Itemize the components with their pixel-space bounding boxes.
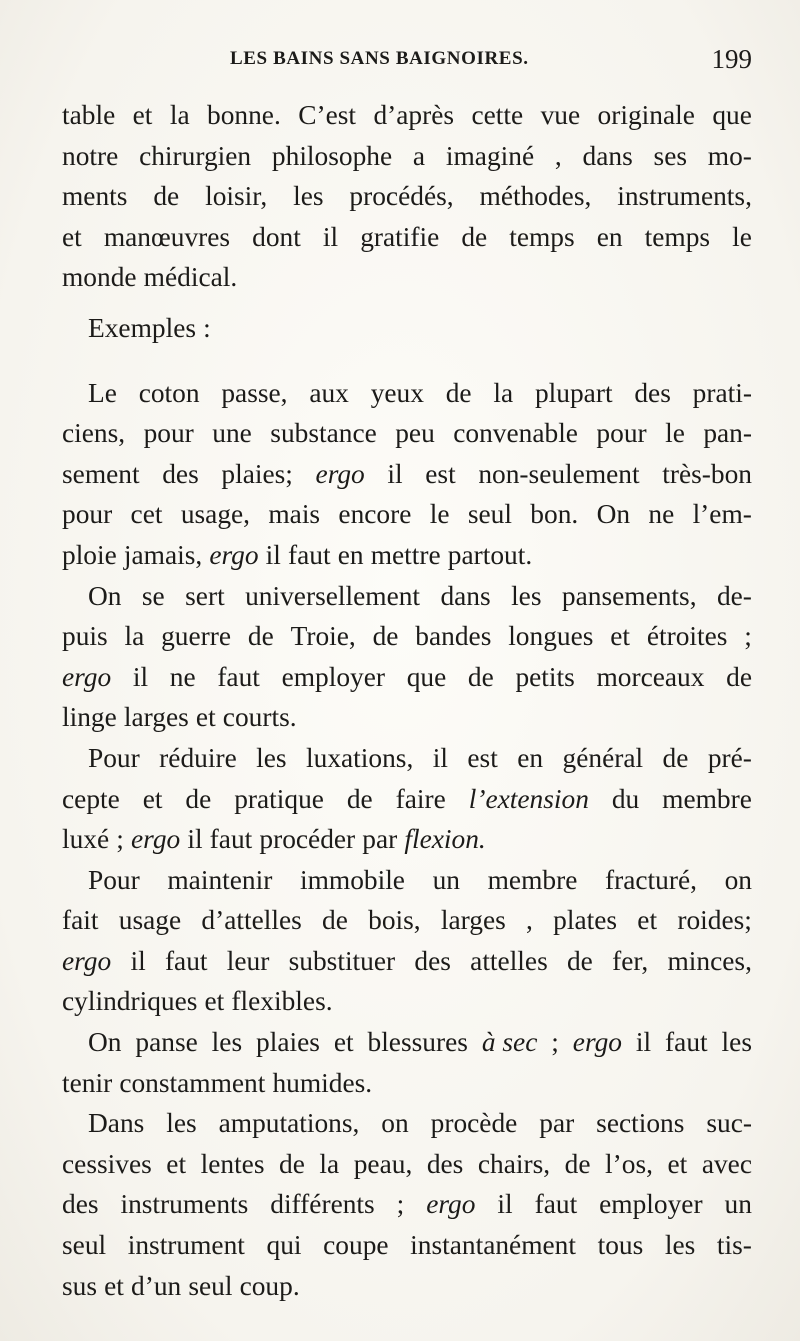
word: et (104, 1270, 124, 1301)
text-line (62, 981, 752, 1022)
word: il (497, 1189, 513, 1220)
word: leur (226, 945, 270, 976)
word: pan- (703, 418, 752, 449)
word: par (362, 824, 398, 855)
word: flexibles. (231, 986, 333, 1017)
word: on (381, 1108, 409, 1139)
word: sections (596, 1108, 685, 1139)
word: ergo (426, 1189, 476, 1220)
word: du (611, 783, 640, 814)
text-line (62, 697, 752, 738)
word: attelles (470, 945, 548, 976)
word: des (634, 377, 671, 408)
text-line (62, 1103, 752, 1144)
word: vue (540, 100, 581, 130)
word: les (166, 1108, 197, 1139)
word: pansements, (561, 580, 697, 611)
word: C’est (298, 100, 357, 130)
word: il (132, 661, 149, 692)
word: humides. (272, 1067, 373, 1098)
word: et (610, 621, 631, 652)
word: Troie, (290, 621, 356, 652)
word: en (337, 539, 364, 570)
word: de (185, 783, 212, 814)
word: les (211, 1027, 243, 1058)
word: il (322, 221, 339, 252)
word: chairs, (477, 1148, 551, 1179)
word: larges (440, 905, 506, 936)
word: pour (62, 499, 113, 530)
word: sert (185, 580, 225, 611)
word: Pour (88, 742, 140, 773)
word: les (293, 181, 324, 212)
word: maintenir (167, 864, 273, 895)
text-line (62, 616, 752, 657)
word: coup. (239, 1270, 300, 1301)
word: ; (116, 824, 124, 855)
word: de (726, 661, 752, 692)
word: ergo (62, 661, 112, 692)
word: procédés, (349, 181, 454, 212)
word: et (166, 1148, 187, 1179)
word: loisir, (205, 181, 268, 212)
word: faut (534, 1189, 578, 1220)
word: et (195, 702, 216, 733)
word: il (432, 742, 448, 773)
word: cet (130, 499, 163, 530)
text-line (62, 941, 752, 982)
word: pré- (707, 742, 752, 773)
word: , (526, 905, 533, 936)
text-line (62, 454, 752, 495)
word: de (153, 181, 180, 212)
word: gratifie (360, 221, 440, 252)
word: plates (553, 905, 618, 936)
word: On (88, 1027, 122, 1058)
word: par (539, 1108, 575, 1139)
word: de (279, 1148, 305, 1179)
running-title: LES BAINS SANS BAIGNOIRES. (230, 48, 529, 69)
word: courts. (222, 702, 297, 733)
word: universellement (245, 580, 421, 611)
word: coupe (323, 1230, 389, 1261)
word: cylindriques (62, 986, 198, 1017)
word: de (372, 621, 399, 652)
word: Exemples (88, 312, 197, 343)
word: membre (487, 864, 578, 895)
text-line (62, 1266, 752, 1307)
word: est (425, 458, 456, 489)
word: sus (62, 1270, 98, 1301)
word: On (596, 499, 631, 530)
word: de (247, 621, 274, 652)
word: et (637, 905, 658, 936)
text-line (62, 900, 752, 941)
word: imaginé (445, 140, 535, 171)
word: ments (62, 181, 128, 212)
word: instantanément (410, 1230, 576, 1261)
word: de (564, 1148, 591, 1179)
text-line (62, 95, 752, 136)
word: le (429, 499, 450, 530)
word: ergo (315, 458, 365, 489)
word: prati- (692, 377, 752, 408)
word: , (554, 140, 562, 171)
word: employer (281, 661, 386, 692)
page-number: 199 (711, 44, 752, 74)
word: dans (582, 140, 633, 171)
word: ses (653, 140, 688, 171)
word: procéder (259, 824, 356, 855)
word: Pour (88, 864, 140, 895)
word: blessures (367, 1027, 468, 1058)
word: puis (62, 621, 108, 652)
word: immobile (299, 864, 405, 895)
word: il (130, 945, 146, 976)
word: substance (270, 418, 377, 449)
word: lentes (200, 1148, 265, 1179)
word: pratique (234, 783, 324, 814)
word: en (517, 742, 544, 773)
word: seul (188, 1270, 233, 1301)
word: méthodes, (479, 181, 592, 212)
word: procède (430, 1108, 518, 1139)
word: l’os, (605, 1148, 653, 1179)
word: plaies (256, 1027, 320, 1058)
word: faire (395, 783, 446, 814)
word: guerre (161, 621, 232, 652)
word: flexion. (404, 824, 486, 855)
word: passe, (221, 377, 288, 408)
word: peau, (353, 1148, 413, 1179)
word: faut (217, 661, 260, 692)
word: la (169, 100, 190, 130)
word: les (721, 1027, 752, 1058)
text-line (62, 257, 752, 298)
word: cepte (62, 783, 120, 814)
word: faut (288, 539, 331, 570)
word: petits (515, 661, 575, 692)
word: de- (716, 580, 752, 611)
word: suc- (706, 1108, 752, 1139)
word: amputations, (218, 1108, 360, 1139)
word: médical. (143, 262, 238, 293)
word: instruments (120, 1189, 249, 1220)
word: bonne. (207, 100, 281, 130)
word: notre (62, 140, 119, 171)
word: seul (62, 1230, 107, 1261)
word: il (265, 539, 281, 570)
word: et (204, 986, 225, 1017)
word: fer, (612, 945, 649, 976)
word: étroites (646, 621, 728, 652)
word: fracturé, (604, 864, 697, 895)
word: la (124, 621, 145, 652)
word: ciens, (62, 418, 126, 449)
text-line (62, 413, 752, 454)
word: mais (268, 499, 321, 530)
word: la (319, 1148, 340, 1179)
word: ne (169, 661, 196, 692)
word: de (566, 945, 593, 976)
word: et (667, 1148, 688, 1179)
word: plaies; (221, 458, 293, 489)
word: On (88, 580, 122, 611)
word: les (664, 1230, 696, 1261)
word: et (333, 1027, 354, 1058)
word: faut (209, 824, 253, 855)
word: pour (143, 418, 194, 449)
text-line (62, 779, 752, 820)
word: faut (164, 945, 208, 976)
word: temps (644, 221, 711, 252)
word: le (665, 418, 685, 449)
word: yeux (370, 377, 424, 408)
word: ergo (62, 945, 112, 976)
word: cette (471, 100, 524, 130)
word: et (62, 221, 82, 252)
word: dans (440, 580, 491, 611)
word: un (432, 864, 460, 895)
word: mettre (370, 539, 441, 570)
running-header (62, 44, 752, 88)
word: ; (744, 621, 752, 652)
word: de (662, 742, 689, 773)
word: il (387, 458, 403, 489)
text-line (62, 657, 752, 698)
word: substituer (288, 945, 396, 976)
word: larges (123, 702, 189, 733)
text-line (62, 535, 752, 576)
word: d’attelles (201, 905, 302, 936)
word: chirurgien (139, 140, 252, 171)
word: des (414, 945, 451, 976)
word: a (412, 140, 426, 171)
word: des (62, 1189, 99, 1220)
word: de (461, 221, 488, 252)
word: monde (62, 262, 137, 293)
word: aux (309, 377, 349, 408)
word: panse (135, 1027, 198, 1058)
word: général (562, 742, 644, 773)
word: philosophe (271, 140, 393, 171)
word: temps (509, 221, 575, 252)
text-line (62, 738, 752, 779)
word: bandes (415, 621, 492, 652)
word: employer (599, 1189, 703, 1220)
text-line (62, 860, 752, 901)
word: les (256, 742, 287, 773)
word: un (724, 1189, 752, 1220)
word: des (426, 1148, 464, 1179)
word: à sec (481, 1027, 538, 1058)
word: en (596, 221, 623, 252)
text-line (62, 1063, 752, 1104)
word: des (162, 458, 199, 489)
word: avec (701, 1148, 752, 1179)
word: ne (648, 499, 675, 530)
word: bon. (530, 499, 579, 530)
word: table (62, 100, 116, 130)
word: Dans (88, 1108, 145, 1139)
word: ; (396, 1189, 405, 1220)
word: de (467, 661, 494, 692)
word: est (467, 742, 498, 773)
word: peu (395, 418, 435, 449)
text-line (62, 819, 752, 860)
word: roides; (677, 905, 752, 936)
word: linge (62, 702, 117, 733)
text-line (62, 373, 752, 414)
text-line (62, 1022, 752, 1063)
word: constamment (119, 1067, 266, 1098)
word: morceaux (596, 661, 705, 692)
word: une (212, 418, 252, 449)
word: que (712, 100, 752, 130)
word: très-bon (662, 458, 752, 489)
word: tous (597, 1230, 644, 1261)
word: l’em- (692, 499, 752, 530)
text-line (62, 576, 752, 617)
word: longues (508, 621, 594, 652)
word: convenable (453, 418, 578, 449)
word: tenir (62, 1067, 113, 1098)
word: la (493, 377, 514, 408)
word: les (511, 580, 542, 611)
word: dont (252, 221, 301, 252)
text-line (62, 176, 752, 217)
word: l’extension (468, 783, 589, 814)
word: mo- (707, 140, 752, 171)
word: réduire (159, 742, 237, 773)
word: que (406, 661, 447, 692)
word: ergo (572, 1027, 622, 1058)
text-line (62, 136, 752, 177)
word: le (732, 221, 752, 252)
word: minces, (667, 945, 752, 976)
word: cessives (62, 1148, 152, 1179)
word: luxations, (306, 742, 414, 773)
text-line (62, 217, 752, 258)
text-line (62, 494, 752, 535)
word: ergo (131, 824, 181, 855)
word: manœuvres (103, 221, 231, 252)
word: de (445, 377, 472, 408)
text-line (62, 1225, 752, 1266)
word: jamais, (123, 539, 203, 570)
word: ploie (62, 539, 117, 570)
word: de (322, 905, 348, 936)
word: il (635, 1027, 652, 1058)
text-line (62, 308, 752, 349)
word: encore (338, 499, 412, 530)
word: de (346, 783, 373, 814)
word: : (203, 312, 211, 343)
word: coton (138, 377, 200, 408)
word: d’un (131, 1270, 182, 1301)
word: partout. (447, 539, 533, 570)
word: instruments, (617, 181, 752, 212)
word: non-seulement (478, 458, 640, 489)
word: usage (118, 905, 182, 936)
word: se (141, 580, 165, 611)
text-line (62, 1184, 752, 1225)
word: ; (551, 1027, 559, 1058)
word: et (142, 783, 163, 814)
word: fait (62, 905, 99, 936)
word: d’après (373, 100, 455, 130)
word: il (187, 824, 203, 855)
word: différents (270, 1189, 375, 1220)
body-text (62, 95, 752, 1306)
word: usage, (180, 499, 251, 530)
word: membre (662, 783, 752, 814)
word: luxé (62, 824, 110, 855)
word: sement (62, 458, 140, 489)
word: qui (266, 1230, 302, 1261)
word: pour (596, 418, 647, 449)
word: ergo (209, 539, 259, 570)
word: instrument (127, 1230, 245, 1261)
word: bois, (368, 905, 421, 936)
word: et (132, 100, 153, 130)
word: seul (467, 499, 512, 530)
word: plupart (534, 377, 613, 408)
word: tis- (716, 1230, 752, 1261)
word: originale (597, 100, 695, 130)
text-line (62, 1144, 752, 1185)
word: on (724, 864, 752, 895)
word: faut (665, 1027, 708, 1058)
word: Le (88, 377, 117, 408)
